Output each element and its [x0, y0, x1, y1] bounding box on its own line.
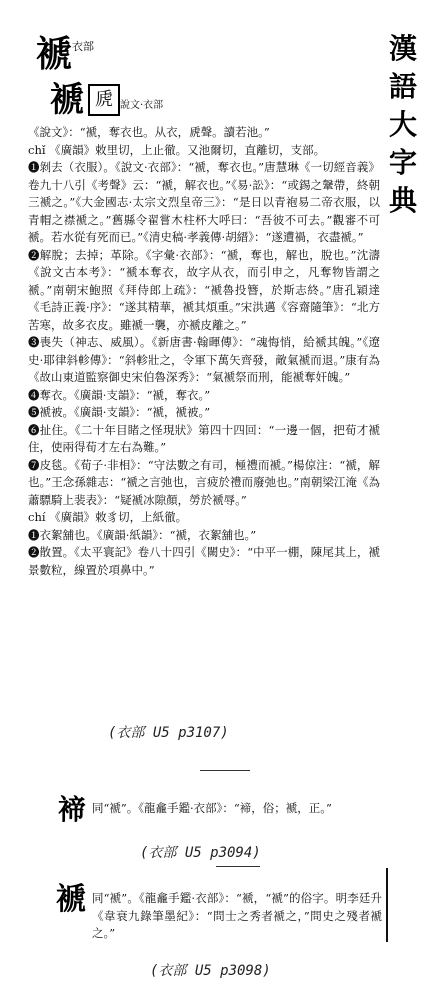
entry-paragraph: ❶衣絮舖也。《廣韻·紙韻》：“褫，衣絮舖也。” — [28, 527, 257, 542]
entry-paragraph: chí 《廣韻》敕豸切，上紙徹。 — [28, 510, 188, 524]
entry-paragraph: ❹奪衣。《廣韻·支韻》：“褫，奪衣。” — [28, 387, 211, 402]
entry-paragraph: ❷散置。《太平寰記》卷八十四引《闕史》：“中平一棚，陳尾其上，褫景數粒，線置於項鼻中。” — [28, 545, 380, 577]
entry1-body — [28, 124, 380, 579]
title-char: 語 — [388, 70, 417, 103]
entry-paragraph: ❼皮毯。《荀子·非相》：“守法數之有司，極禮而褫。”楊倞注：“褫，解也。”王念孫雜志：“褫之言弛也，言疲於禮而廢弛也。”南朝梁江淹《為蕭驃騎上裴表》：“疑褫冰隙顏，勞於褫辱。” — [28, 457, 380, 507]
entry-paragraph: ❶剝去（衣服）。《說文·衣部》：“褫，奪衣也。”唐慧琳《一切經音義》卷九十八引《考聲》云：“褫，解衣也。”《易·訟》：“或錫之鞶帶，終朝三褫之。”《大金國志·太宗文烈皇帝三》：“是日以青袍易二帝衣服，以青帽之襟褫之。”舊縣令翟嘗木柱杯大呼曰：“吾彼不可去。”觀審不可褫。若水從有死而已。”《清史稿·孝義傳·胡縉》：“遂遭禍，衣盡褫。” — [28, 160, 380, 244]
separator-line — [216, 866, 260, 867]
dictionary-title-vertical — [383, 30, 423, 220]
entry2-body: 同“褫”。《龍龕手鑑·衣部》：“褅，俗；褫，正。” — [92, 801, 332, 815]
entry-paragraph: ❻扯住。《二十年目睹之怪現狀》第四十四回：“一邊一個，把荀才褫住，使兩得荀才左右為難。” — [28, 422, 380, 454]
handwritten-reference: (衣部 U5 p3094) — [140, 845, 261, 861]
entry3-body: 同“褫”。《龍龕手鑑·衣部》：“褫，“褫”的俗字。明李廷升《韋衰九錄筆墨紀》：“問士之秀者褫之，”問史之殘者褫之。” — [92, 891, 382, 940]
handwritten-reference: (衣部 U5 p3098) — [150, 963, 271, 979]
title-char: 漢 — [388, 32, 417, 65]
seal-source: 說文·衣部 — [120, 100, 164, 111]
margin-bar — [386, 868, 388, 942]
title-char: 大 — [388, 108, 417, 141]
headword-entry2: 褅 — [58, 793, 87, 826]
entry-paragraph: chǐ 《廣韻》敕里切，上止徹。又池爾切，直離切，支部。 — [28, 142, 326, 157]
headword-entry3: 褫 — [56, 882, 86, 917]
handwritten-reference: (衣部 U5 p3107) — [108, 725, 229, 741]
entry-paragraph: ❸喪失（神志、威風）。《新唐書·翰暉傳》：“魂悔悄，給褫其魄。”《遼史·耶律斜軫傳》：“斜軫壯之，令軍下萬矢齊發，敵氣褫而退。”康有為《故山東道監察御史宋伯魯深秀》：“氣褫祭而刑，能褫奪奸魄。” — [28, 335, 380, 384]
headword-note: 衣部 — [72, 40, 94, 53]
title-char: 典 — [388, 184, 417, 217]
title-char: 字 — [388, 146, 417, 179]
seal-script-glyph: 虒 — [88, 84, 120, 116]
headword-main: 褫 — [36, 33, 73, 75]
entry-paragraph: ❺褫被。《廣韻·支韻》：“褫，褫被。” — [28, 405, 211, 419]
entry-paragraph: ❷解脫；去掉；革除。《字彙·衣部》：“褫，奪也，解也，脫也。”沈濤《說文古本考》：“褫本奪衣，故字从衣，而引申之，凡奪物皆謂之褫。”南朝宋鮑照《拜侍郎上疏》：“褫魯投簪，於斯志終。”唐孔穎達《毛詩正義·序》：“遂其精華，褫其煩重。”宋洪邁《容齋隨筆》：“北方苦寒，故多衣皮。雖褫一襲，亦褫皮離之。” — [28, 247, 380, 332]
entry-paragraph: 《說文》：“褫，奪衣也。从衣，虒聲。讀若池。” — [28, 125, 270, 139]
headword-variant: 褫 — [50, 80, 84, 120]
separator-line — [200, 770, 250, 771]
